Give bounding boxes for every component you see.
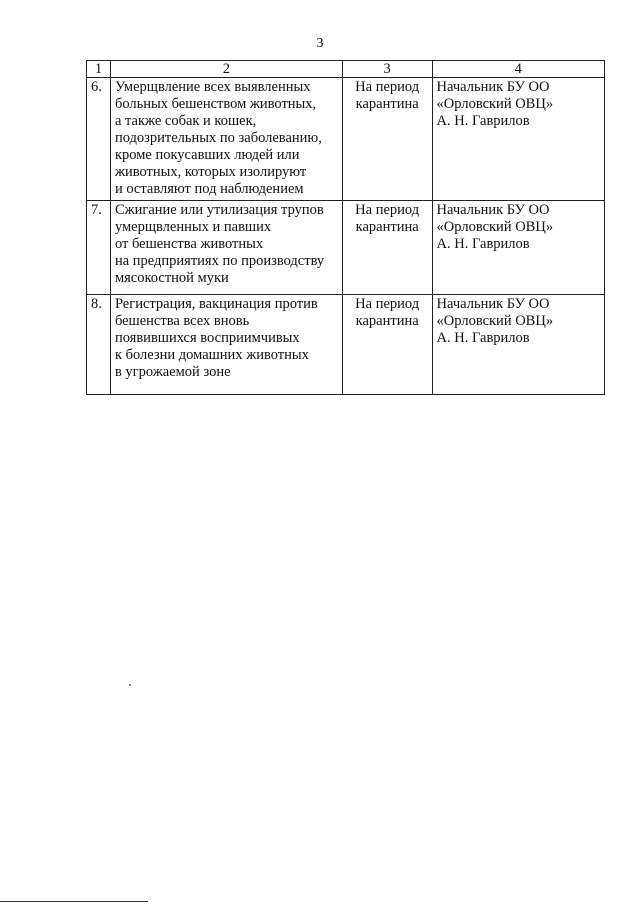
table-row (87, 78, 605, 201)
footnote-rule (0, 901, 148, 902)
responsible-line: Начальник БУ ОО (436, 202, 550, 218)
row-number: 6. (87, 78, 111, 201)
responsible-line: «Орловский ОВЦ» (436, 96, 554, 112)
responsible-line: Начальник БУ ОО (436, 296, 550, 312)
action-line: умерщвленных и павших (114, 219, 272, 235)
header-cell: 1 (87, 61, 111, 78)
header-cell: 2 (110, 61, 342, 78)
action-cell (110, 295, 342, 395)
action-line: в угрожаемой зоне (114, 364, 231, 380)
period-line: карантина (355, 313, 419, 329)
responsible-line: А. Н. Гаврилов (436, 113, 530, 129)
action-cell (110, 78, 342, 201)
action-line: и оставляют под наблюдением (114, 181, 304, 197)
period-line: На период (355, 296, 420, 312)
responsible-cell (432, 78, 604, 201)
measures-table (86, 60, 605, 395)
period-line: На период (355, 79, 420, 95)
table-row (87, 295, 605, 395)
action-line: кроме покусавших людей или (114, 147, 300, 163)
action-line: к болезни домашних животных (114, 347, 309, 363)
period-line: На период (355, 202, 420, 218)
responsible-line: «Орловский ОВЦ» (436, 313, 554, 329)
period-line: карантина (355, 96, 419, 112)
action-line: Умерщвление всех выявленных (114, 79, 311, 95)
responsible-cell (432, 201, 604, 295)
period-cell (342, 295, 432, 395)
period-cell (342, 201, 432, 295)
action-line: а также собак и кошек, (114, 113, 257, 129)
responsible-line: Начальник БУ ОО (436, 79, 550, 95)
action-line: от бешенства животных (114, 236, 264, 252)
action-line: подозрительных по заболеванию, (114, 130, 322, 146)
action-line: Сжигание или утилизация трупов (114, 202, 324, 218)
action-cell (110, 201, 342, 295)
action-line: мясокостной муки (114, 270, 229, 286)
table-header-row (87, 61, 605, 78)
action-line: Регистрация, вакцинация против (114, 296, 318, 312)
header-cell: 3 (342, 61, 432, 78)
action-line: появившихся восприимчивых (114, 330, 300, 346)
period-cell (342, 78, 432, 201)
row-number: 8. (87, 295, 111, 395)
responsible-line: А. Н. Гаврилов (436, 330, 530, 346)
period-line: карантина (355, 219, 419, 235)
stray-mark (129, 684, 131, 686)
action-line: животных, которых изолируют (114, 164, 307, 180)
responsible-line: «Орловский ОВЦ» (436, 219, 554, 235)
page-number: 3 (316, 36, 324, 51)
action-line: на предприятиях по производству (114, 253, 325, 269)
header-cell: 4 (432, 61, 604, 78)
row-number: 7. (87, 201, 111, 295)
action-line: бешенства всех вновь (114, 313, 250, 329)
table-row (87, 201, 605, 295)
action-line: больных бешенством животных, (114, 96, 317, 112)
responsible-cell (432, 295, 604, 395)
responsible-line: А. Н. Гаврилов (436, 236, 530, 252)
